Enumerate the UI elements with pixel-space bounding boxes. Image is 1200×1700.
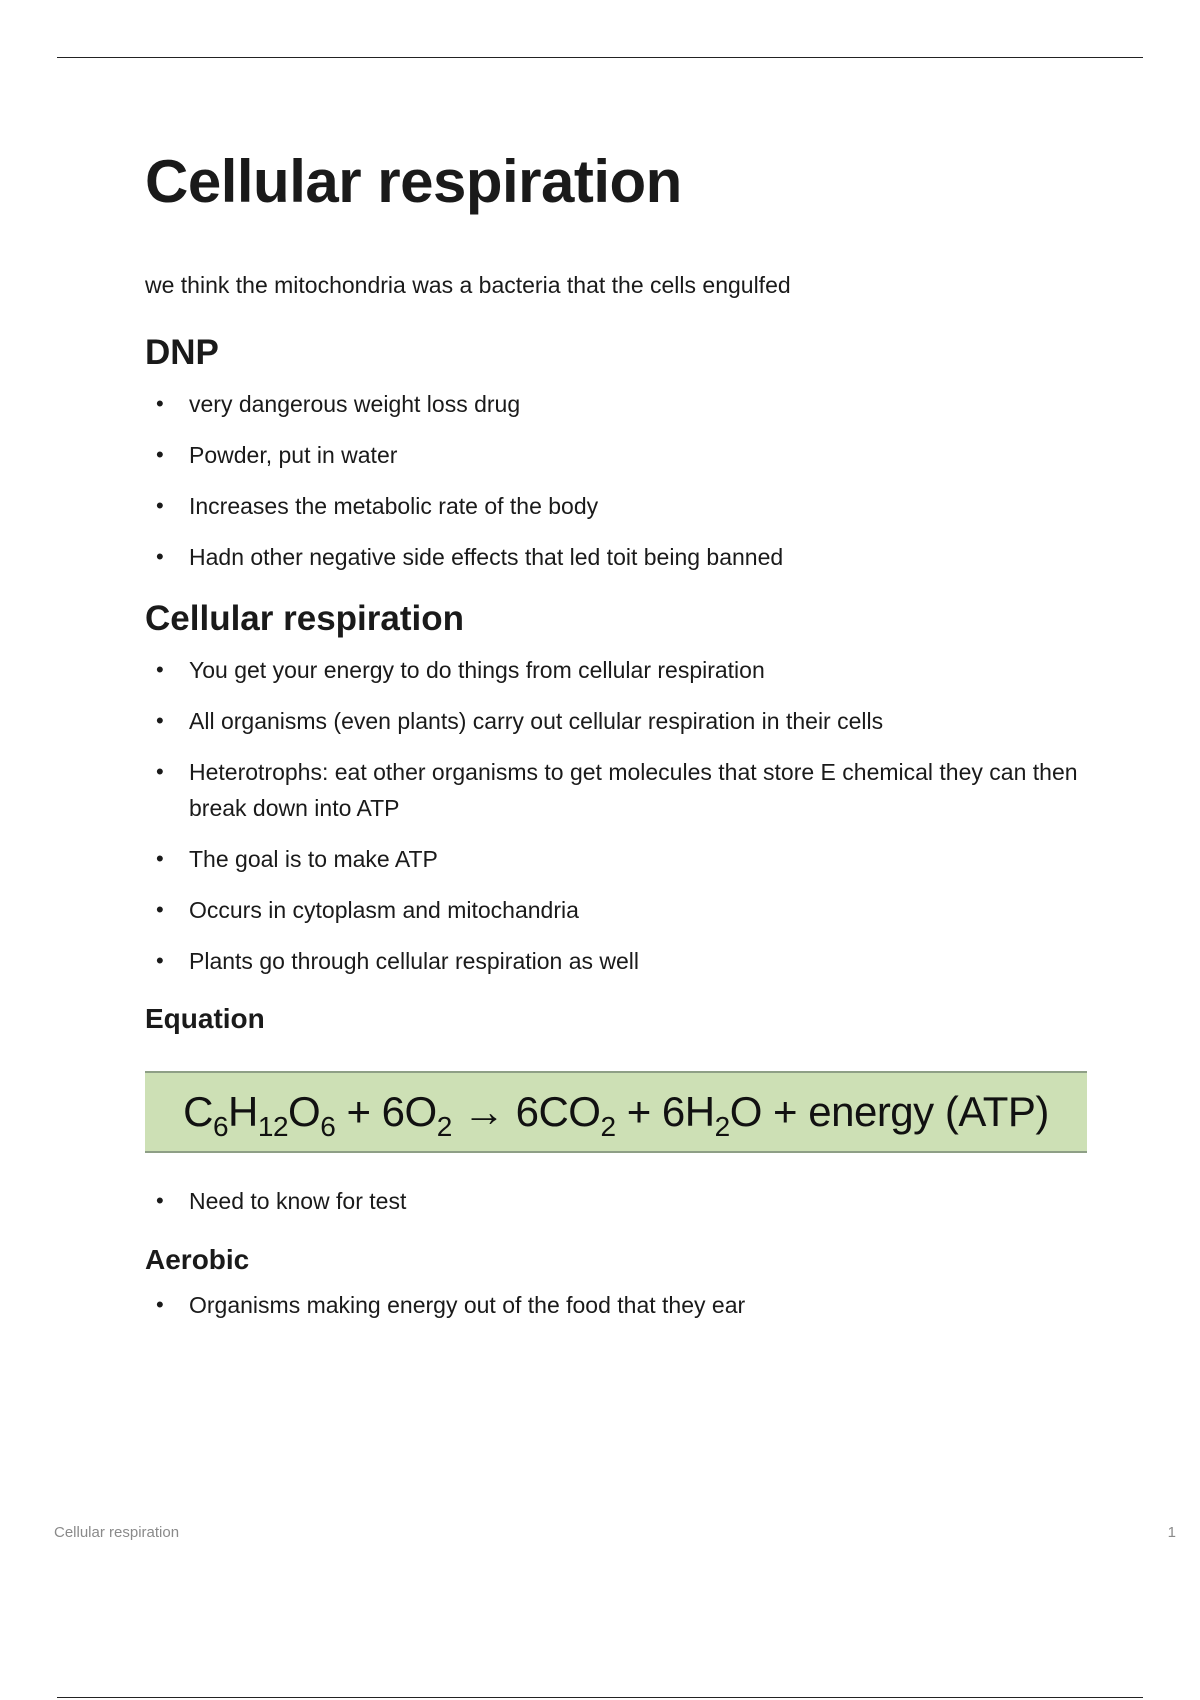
section-heading-equation: Equation — [145, 1003, 265, 1034]
list-item: • The goal is to make ATP — [145, 841, 1085, 877]
list-item: • Powder, put in water — [145, 437, 1085, 473]
page-title: Cellular respiration — [145, 148, 682, 215]
footer-page-number: 1 — [1167, 1524, 1176, 1541]
equation-list — [145, 1183, 1085, 1219]
section-heading-cellular-respiration: Cellular respiration — [145, 599, 464, 638]
list-item: • Plants go through cellular respiration as well — [145, 943, 1085, 979]
list-item: • Heterotrophs: eat other organisms to get molecules that store E chemical they can then break down into ATP — [145, 754, 1085, 826]
list-item: • Need to know for test — [145, 1183, 1085, 1219]
intro-paragraph: we think the mitochondria was a bacteria that the cells engulfed — [145, 272, 791, 298]
document-content — [145, 142, 1085, 1338]
section-heading-dnp: DNP — [145, 333, 219, 372]
top-rule — [57, 57, 1143, 58]
list-item: • Hadn other negative side effects that led toit being banned — [145, 539, 1085, 575]
equation-formula: $C_6H_{12}O_6 + 6O_2 \to 6CO_2 + 6H_2O$ + energy (ATP) — [183, 1088, 1049, 1142]
section-heading-aerobic: Aerobic — [145, 1244, 250, 1275]
list-item: • You get your energy to do things from cellular respiration — [145, 652, 1085, 688]
list-item: • Increases the metabolic rate of the body — [145, 488, 1085, 524]
equation-image — [145, 1071, 1087, 1153]
list-item: • very dangerous weight loss drug — [145, 386, 1085, 422]
footer-doc-title: Cellular respiration — [54, 1524, 180, 1541]
list-item: • Occurs in cytoplasm and mitochandria — [145, 892, 1085, 928]
dnp-list — [145, 386, 1085, 575]
list-item: • All organisms (even plants) carry out cellular respiration in their cells — [145, 703, 1085, 739]
aerobic-list — [145, 1287, 1085, 1323]
cellular-respiration-list — [145, 652, 1085, 979]
list-item: • Organisms making energy out of the food that they ear — [145, 1287, 1085, 1323]
bottom-rule — [57, 1697, 1143, 1698]
